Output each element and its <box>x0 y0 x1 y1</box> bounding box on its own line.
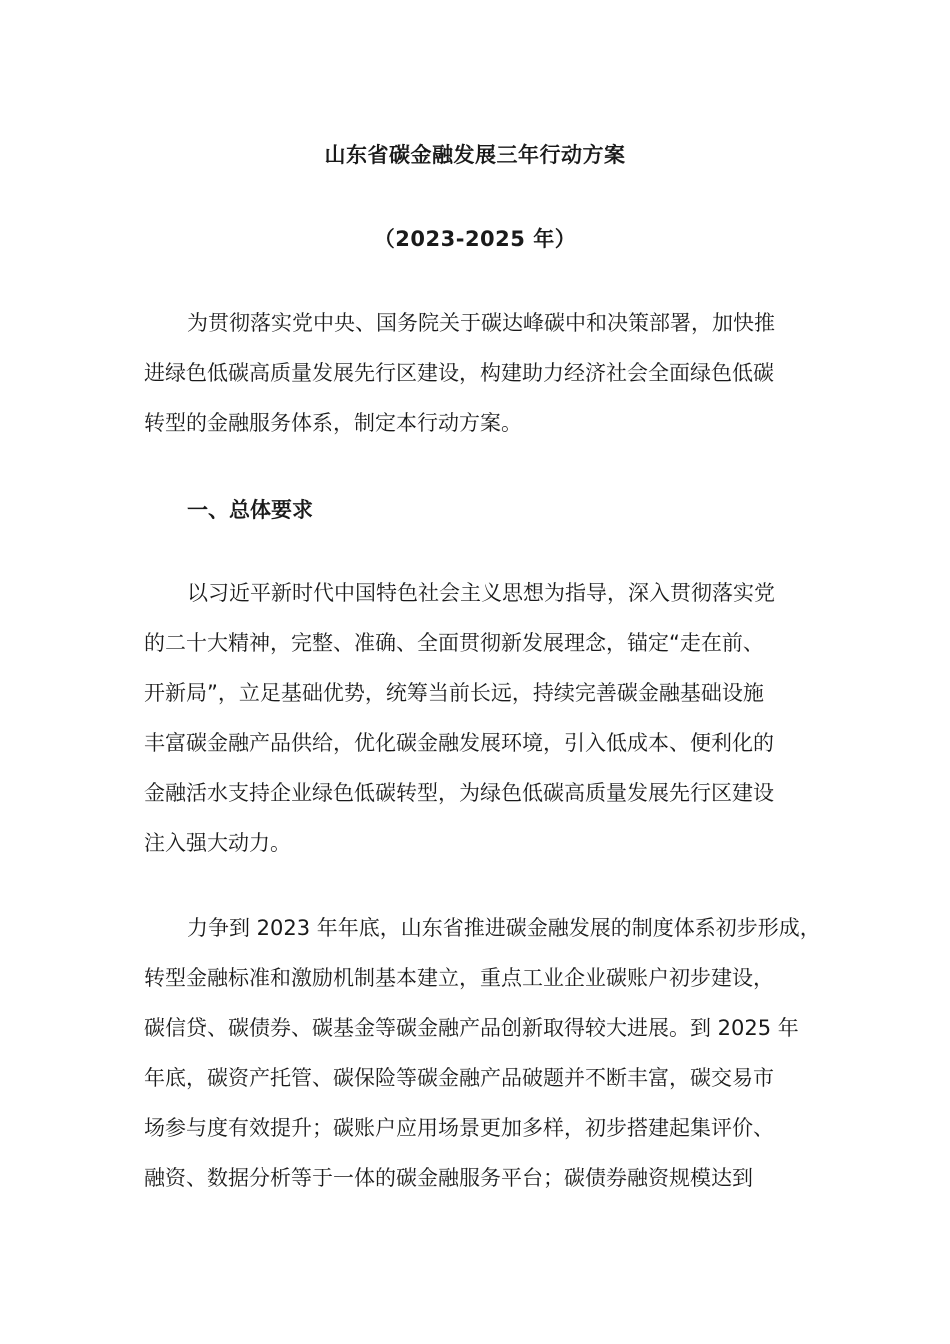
paragraph-line: 转型金融标准和激励机制基本建立，重点工业企业碳账户初步建设， <box>144 966 774 990</box>
paragraph-line: 进绿色低碳高质量发展先行区建设，构建助力经济社会全面绿色低碳 <box>144 361 774 385</box>
paragraph-line: 金融活水支持企业绿色低碳转型，为绿色低碳高质量发展先行区建设 <box>144 781 774 805</box>
paragraph-line: 碳信贷、碳债券、碳基金等碳金融产品创新取得较大进展。到 2025 年 <box>144 1016 799 1040</box>
paragraph-line: 以习近平新时代中国特色社会主义思想为指导，深入贯彻落实党 <box>187 581 775 605</box>
section-heading-general-requirements: 一、总体要求 <box>187 498 313 522</box>
document-subtitle: （2023-2025 年） <box>373 227 577 251</box>
document-title: 山东省碳金融发展三年行动方案 <box>324 143 626 167</box>
paragraph-line: 的二十大精神，完整、准确、全面贯彻新发展理念，锚定“走在前、 <box>144 631 764 655</box>
paragraph-guiding-principles <box>144 568 824 868</box>
paragraph-line: 转型的金融服务体系，制定本行动方案。 <box>144 411 522 435</box>
paragraph-line: 丰富碳金融产品供给，优化碳金融发展环境，引入低成本、便利化的 <box>144 731 774 755</box>
paragraph-intro <box>144 298 824 448</box>
paragraph-line: 开新局”，立足基础优势，统筹当前长远，持续完善碳金融基础设施 <box>144 681 764 705</box>
paragraph-line: 场参与度有效提升；碳账户应用场景更加多样，初步搭建起集评价、 <box>144 1116 774 1140</box>
paragraph-line: 注入强大动力。 <box>144 831 291 855</box>
paragraph-line: 为贯彻落实党中央、国务院关于碳达峰碳中和决策部署，加快推 <box>187 311 775 335</box>
paragraph-line: 年底，碳资产托管、碳保险等碳金融产品破题并不断丰富，碳交易市 <box>144 1066 774 1090</box>
paragraph-targets <box>144 903 824 1203</box>
paragraph-line: 力争到 2023 年年底，山东省推进碳金融发展的制度体系初步形成， <box>187 916 821 940</box>
paragraph-line: 融资、数据分析等于一体的碳金融服务平台；碳债券融资规模达到 <box>144 1166 753 1190</box>
